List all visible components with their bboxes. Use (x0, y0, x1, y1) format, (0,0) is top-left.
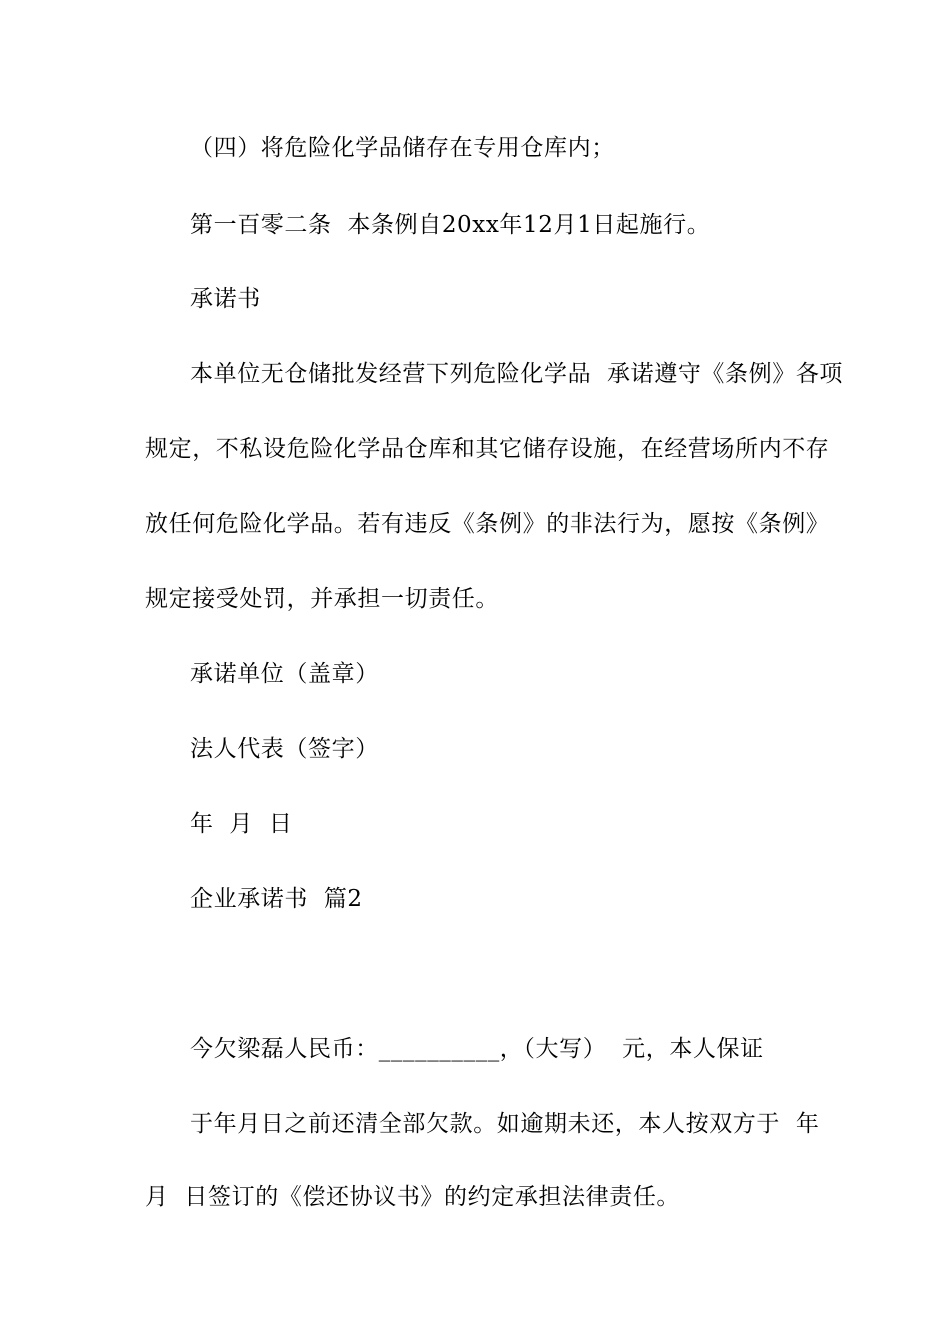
iou-line-1: 今欠梁磊人民币：__________，（大写） 元，本人保证 (190, 1036, 764, 1062)
pledging-unit-seal: 承诺单位（盖章） (190, 661, 379, 687)
pledge-paragraph-line-2: 规定，不私设危险化学品仓库和其它储存设施，在经营场所内不存 (145, 436, 830, 462)
pledge-paragraph-line-1: 本单位无仓储批发经营下列危险化学品 承诺遵守《条例》各项 (190, 361, 844, 387)
section-title-pledge-2: 企业承诺书 篇2 (190, 886, 363, 912)
date-line: 年 月 日 (190, 811, 293, 837)
clause-item-four: （四）将危险化学品储存在专用仓库内； (190, 135, 615, 161)
iou-line-3: 月 日签订的《偿还协议书》的约定承担法律责任。 (145, 1184, 681, 1210)
legal-representative-signature: 法人代表（签字） (190, 736, 379, 762)
pledge-paragraph-line-3: 放任何危险化学品。若有违反《条例》的非法行为，愿按《条例》 (145, 511, 830, 537)
section-title-pledge: 承诺书 (190, 286, 261, 312)
pledge-paragraph-line-4: 规定接受处罚，并承担一切责任。 (145, 586, 499, 612)
article-102: 第一百零二条 本条例自20xx年12月1日起施行。 (190, 212, 711, 238)
iou-line-2: 于年月日之前还清全部欠款。如逾期未还，本人按双方于 年 (190, 1111, 820, 1137)
